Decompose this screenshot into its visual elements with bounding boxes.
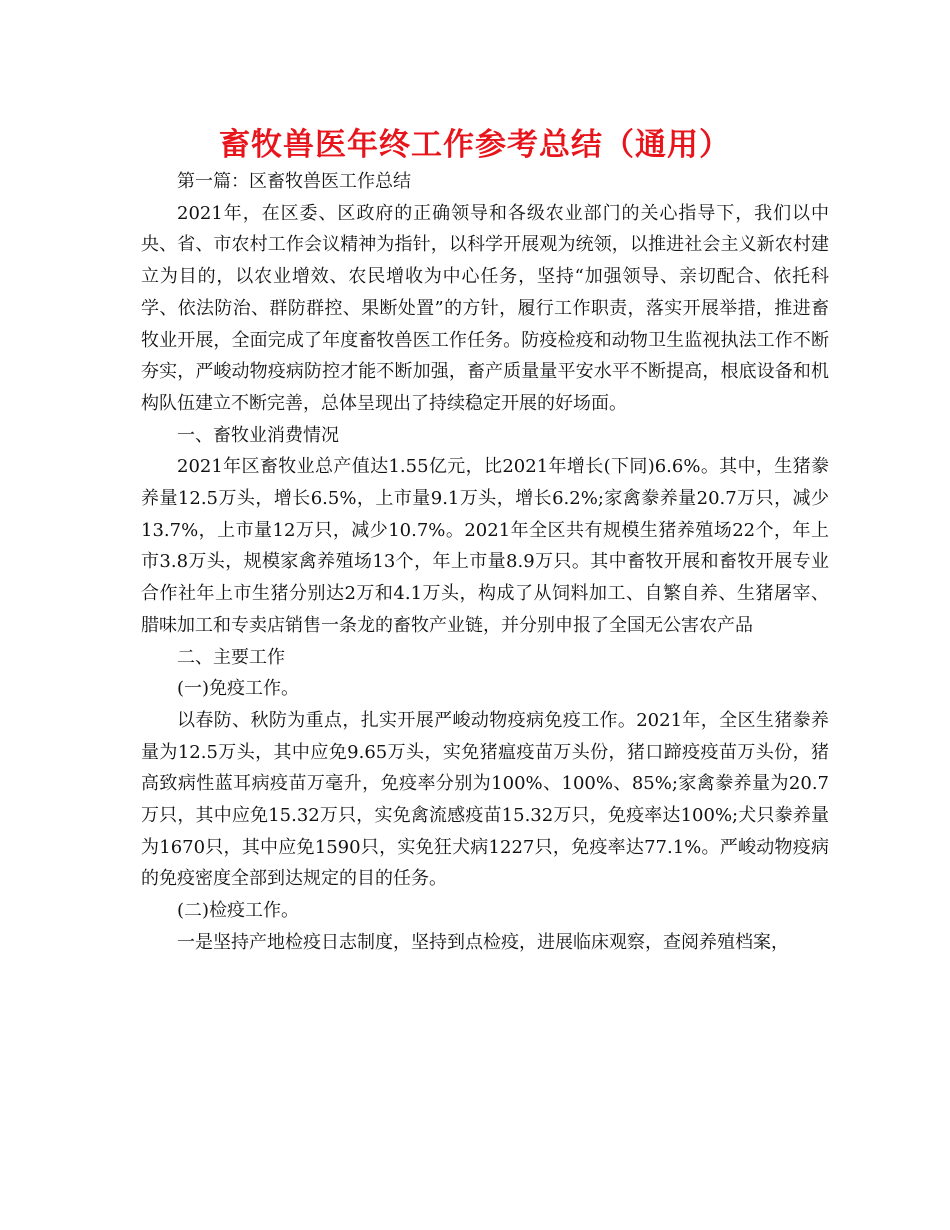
paragraph-quarantine: 一是坚持产地检疫日志制度，坚持到点检疫，进展临床观察，查阅养殖档案，: [177, 931, 789, 953]
paragraph-section-heading: 第一篇：区畜牧兽医工作总结: [177, 171, 411, 192]
paragraph-intro: 2021年，在区委、区政府的正确领导和各级农业部门的关心指导下，我们以中央、省、市农村工作会议精神为指针，以科学开展观为统领，以推进社会主义新农村建立为目的，以农业增效、农民增收为中心任务，坚持“加强领导、亲切配合、依托科学、依法防治、群防群控、果断处置”的方针，履行工作职责，落实开展举措，推进畜牧业开展，全面完成了年度畜牧兽医工作任务。防疫检疫和动物卫生监视执法工作不断夯实，严峻动物疫病防控才能不断加强，畜产质量量平安水平不断提高，根底设备和机构队伍建立不断完善，总体呈现出了持续稳定开展的好场面。: [141, 202, 829, 414]
paragraph-production-stats: 2021年区畜牧业总产值达1.55亿元，比2021年增长(下同)6.6%。其中，生猪豢养量12.5万头，增长6.5%，上市量9.1万头，增长6.2%;家禽豢养量20.7万只，减少13.7%，上市量12万只，减少10.7%。2021年全区共有规模生猪养殖场22个，年上市3.8万头，规模家禽养殖场13个，年上市量8.9万只。其中畜牧开展和畜牧开展专业合作社年上市生猪分别达2万和4.1万头，构成了从饲料加工、自繁自养、生猪屠宰、腊味加工和专卖店销售一条龙的畜牧产业链，并分别申报了全国无公害农产品: [141, 456, 829, 636]
paragraph-heading-production: 一、畜牧业消费情况: [177, 424, 339, 446]
document-title: 畜牧兽医年终工作参考总结（通用）: [219, 127, 731, 163]
paragraph-heading-quarantine: (二)检疫工作。: [177, 900, 300, 922]
paragraph-heading-main-work: 二、主要工作: [177, 646, 285, 668]
paragraph-heading-immunization: (一)免疫工作。: [177, 678, 300, 700]
document-body: [141, 166, 829, 959]
paragraph-immunization: 以春防、秋防为重点，扎实开展严峻动物疫病免疫工作。2021年，全区生猪豢养量为12.5万头，其中应免9.65万头，实免猪瘟疫苗万头份，猪口蹄疫疫苗万头份，猪高致病性蓝耳病疫苗万毫升，免疫率分别为100%、100%、85%;家禽豢养量为20.7万只，其中应免15.32万只，实免禽流感疫苗15.32万只，免疫率达100%;犬只豢养量为1670只，其中应免1590只，实免狂犬病1227只，免疫率达77.1%。严峻动物疫病的免疫密度全部到达规定的目的任务。: [141, 709, 829, 890]
